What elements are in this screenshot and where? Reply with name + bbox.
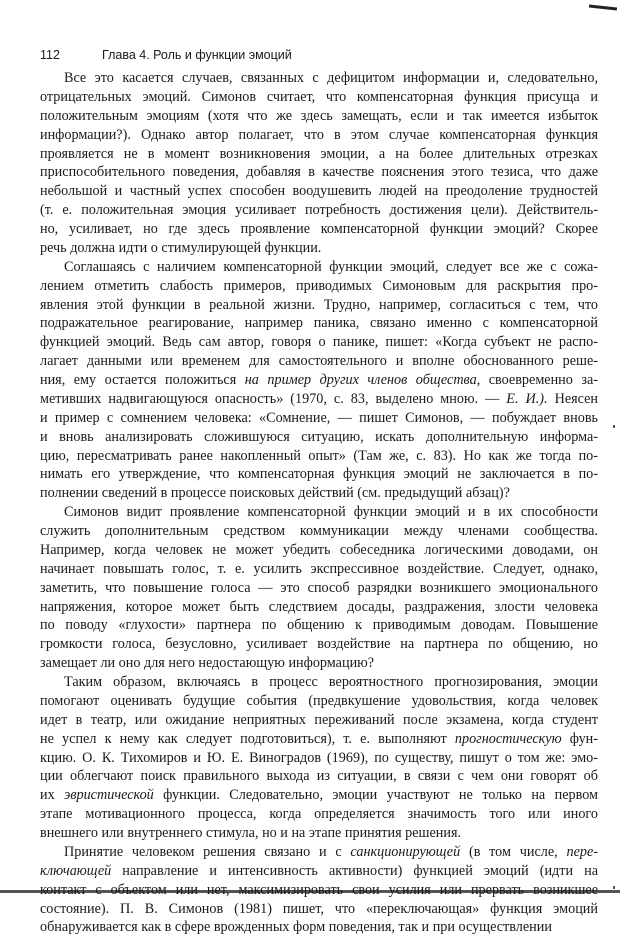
- text-line: [40, 862, 598, 881]
- text-line: [40, 692, 598, 711]
- scan-mark: [589, 5, 617, 11]
- text: служить дополнительным средством коммуникации между членами сообщества.: [40, 523, 598, 539]
- text-line: [40, 711, 598, 730]
- italic-text: прогностическую: [454, 730, 562, 747]
- text-line: [40, 258, 598, 277]
- italic-text: Е. И.).: [506, 390, 548, 407]
- paragraph: [40, 843, 598, 937]
- text-line: [40, 296, 598, 315]
- text-line: [40, 239, 598, 258]
- page-number: 112: [40, 48, 60, 62]
- text: проявляется не в момент возникновения эмоции, а на более длительных отрезках: [40, 145, 598, 162]
- text-line: [40, 371, 598, 390]
- paragraph: [40, 503, 598, 673]
- text: внешнего или внутреннего стимула, но и на этапе принятия решения.: [40, 825, 462, 841]
- text: Принятие человеком решения связано и с: [64, 843, 351, 860]
- text: и вновь анализировать сложившуюся ситуацию, искать дополнительную информа-: [40, 428, 598, 445]
- text: этапе мотивационного процесса, когда определяется значимость того или иного: [40, 806, 598, 823]
- text-line: [40, 390, 598, 409]
- text-line: [40, 673, 598, 692]
- text-line: [40, 900, 598, 919]
- text-line: [40, 333, 598, 352]
- text-line: [40, 541, 598, 560]
- text-line: [40, 409, 598, 428]
- text: метивших надвигающуюся опасность» (1970, с. 83, выделено мною. —: [40, 390, 507, 407]
- text-line: [40, 824, 598, 843]
- text: функции. Следовательно, эмоции участвуют не только на первом: [153, 787, 598, 804]
- text: своевременно за-: [480, 372, 598, 388]
- text: (в том числе,: [460, 843, 567, 860]
- text: Соглашаясь с наличием компенсаторной функции эмоций, следует все же с сожа-: [64, 258, 598, 275]
- text: идет в театр, или ожидание неприятных переживаний после экзамена, когда студент: [40, 711, 598, 728]
- text-line: [40, 69, 598, 88]
- text: ции облегчают поиск правильного выхода из ситуации, в связи с чем они говорят об: [40, 768, 598, 785]
- chapter-title: Глава 4. Роль и функции эмоций: [102, 48, 292, 62]
- text: (т. е. положительная эмоция усиливает потребность достижения цели). Действитель-: [40, 202, 598, 219]
- text-line: [40, 503, 598, 522]
- text-line: [40, 447, 598, 466]
- italic-text: санкционирующей: [350, 843, 461, 860]
- text: Например, когда человек не может убедить собеседника логическими доводами, он: [40, 541, 598, 558]
- text: приспособительного поведения, добавляя в качестве пояснения этого тезиса, что даже: [40, 164, 598, 181]
- text-line: [40, 749, 598, 768]
- text: но, усиливает, но где здесь проявление компенсаторной функции эмоций? Скорее: [40, 221, 598, 237]
- text-line: [40, 107, 598, 126]
- text: Все это касается случаев, связанных с дефицитом информации и, следовательно,: [64, 70, 598, 86]
- scan-tick: [613, 886, 615, 889]
- italic-text: пере-: [566, 843, 598, 860]
- text: полнении сведений в процессе поисковых действий (см. предыдущий абзац)?: [40, 485, 510, 502]
- text-line: [40, 484, 598, 503]
- text: громкости голоса, безусловно, усиливает воздействие на партнера по общению, но: [40, 636, 598, 653]
- paragraph: [40, 258, 598, 503]
- text-line: [40, 843, 598, 862]
- text: их: [40, 787, 65, 804]
- text-line: [40, 918, 598, 937]
- text: речь должна идти о стимулирующей функции.: [40, 239, 322, 256]
- italic-text: эвристической: [64, 787, 154, 804]
- italic-text: ключающей: [40, 862, 112, 879]
- text: кцию. О. К. Тихомиров и Ю. Е. Виноградов (1969), по существу, пишут о том же: эмо-: [40, 749, 598, 766]
- text-line: [40, 220, 598, 239]
- text: небольшой и частный успех способен воодушевить людей на преодоление трудностей: [40, 183, 598, 200]
- text: нимать его утверждение, что компенсаторная функция эмоций не заключается в по-: [40, 466, 598, 483]
- text: замещает ли оно для него недостающую информацию?: [40, 655, 375, 672]
- text-line: [40, 616, 598, 635]
- scan-tick: [613, 425, 615, 428]
- text-line: [40, 465, 598, 484]
- text: обнаруживается как в сфере врожденных форм поведения, так и при осуществлении: [40, 919, 552, 936]
- text-line: [40, 635, 598, 654]
- text: состояние). П. В. Симонов (1981) пишет, что «переключающая» функция эмоций: [40, 900, 598, 917]
- text-line: [40, 145, 598, 164]
- text-line: [40, 598, 598, 617]
- text-line: [40, 560, 598, 579]
- text-line: [40, 201, 598, 220]
- text-line: [40, 428, 598, 447]
- text: по поводу «глухости» партнера по общению к приводимым доводам. Повышение: [40, 617, 598, 634]
- text: цию, пересматривать ранее накопленный опыт» (Там же, с. 83). Но как же тогда по-: [40, 447, 598, 464]
- text-line: [40, 163, 598, 182]
- text: Симонов видит проявление компенсаторной функции эмоций и в их способности: [64, 504, 598, 521]
- text: напряжения, которое может быть следствием досады, раздражения, злости человека: [40, 598, 598, 615]
- body-text: [40, 69, 598, 937]
- text-line: [40, 88, 598, 107]
- text-line: [40, 126, 598, 145]
- text-line: [40, 805, 598, 824]
- running-header: [40, 46, 600, 64]
- text: начинает повышать голос, т. е. усилить экспрессивное воздействие. Следует, однако,: [40, 560, 598, 577]
- text-line: [40, 786, 598, 805]
- text-line: [40, 654, 598, 673]
- text-line: [40, 182, 598, 201]
- text: положительным эмоциям (хотя что же здесь замещать, если и так имеется избыток: [40, 107, 598, 124]
- text-line: [40, 277, 598, 296]
- text: фун-: [561, 730, 598, 747]
- text: Таким образом, включаясь в процесс вероятностного прогнозирования, эмоции: [64, 674, 598, 690]
- text: направление и интенсивность активности) функцией эмоций (идти на: [111, 862, 598, 879]
- text: лагает данными или временем для самостоятельного и вполне обоснованного реше-: [40, 353, 598, 370]
- italic-text: на пример других членов общества,: [244, 372, 481, 388]
- text-line: [40, 314, 598, 333]
- text: лением отметить слабость примеров, приводимых Симоновым для раскрытия про-: [40, 277, 598, 294]
- text: информации?). Однако автор полагает, что в этом случае компенсаторная функция: [40, 126, 598, 143]
- text: функцией эмоций. Ведь сам автор, говоря о панике, пишет: «Когда субъект не распо-: [40, 334, 598, 351]
- text: и пример с сомнением человека: «Сомнение, — пишет Симонов, — побуждает вновь: [40, 409, 598, 426]
- text: контакт с объектом или нет, максимизировать свои усилия или прервать возникшее: [40, 881, 598, 898]
- text-line: [40, 522, 598, 541]
- text: явления этой функции в реальной жизни. Трудно, например, согласиться с тем, что: [40, 296, 598, 313]
- paragraph: [40, 673, 598, 843]
- text: Неясен: [547, 390, 598, 407]
- text: отрицательных эмоций. Симонов считает, что компенсаторная функция присуща и: [40, 88, 598, 105]
- text-line: [40, 579, 598, 598]
- text: подражательное реагирование, например паника, связано именно с компенсаторной: [40, 315, 598, 332]
- paragraph: [40, 69, 598, 258]
- text: ния, ему остается положиться: [40, 372, 245, 388]
- text-line: [40, 352, 598, 371]
- text: не успел к нему как следует подготовиться), т. е. выполняют: [40, 730, 455, 747]
- text: помогают оценивать будущие события (предвкушение удовольствия, когда человек: [40, 692, 598, 709]
- text-line: [40, 767, 598, 786]
- text-line: [40, 730, 598, 749]
- text: заметить, что повышение голоса — это способ разрядки возникшего эмоционального: [40, 579, 598, 596]
